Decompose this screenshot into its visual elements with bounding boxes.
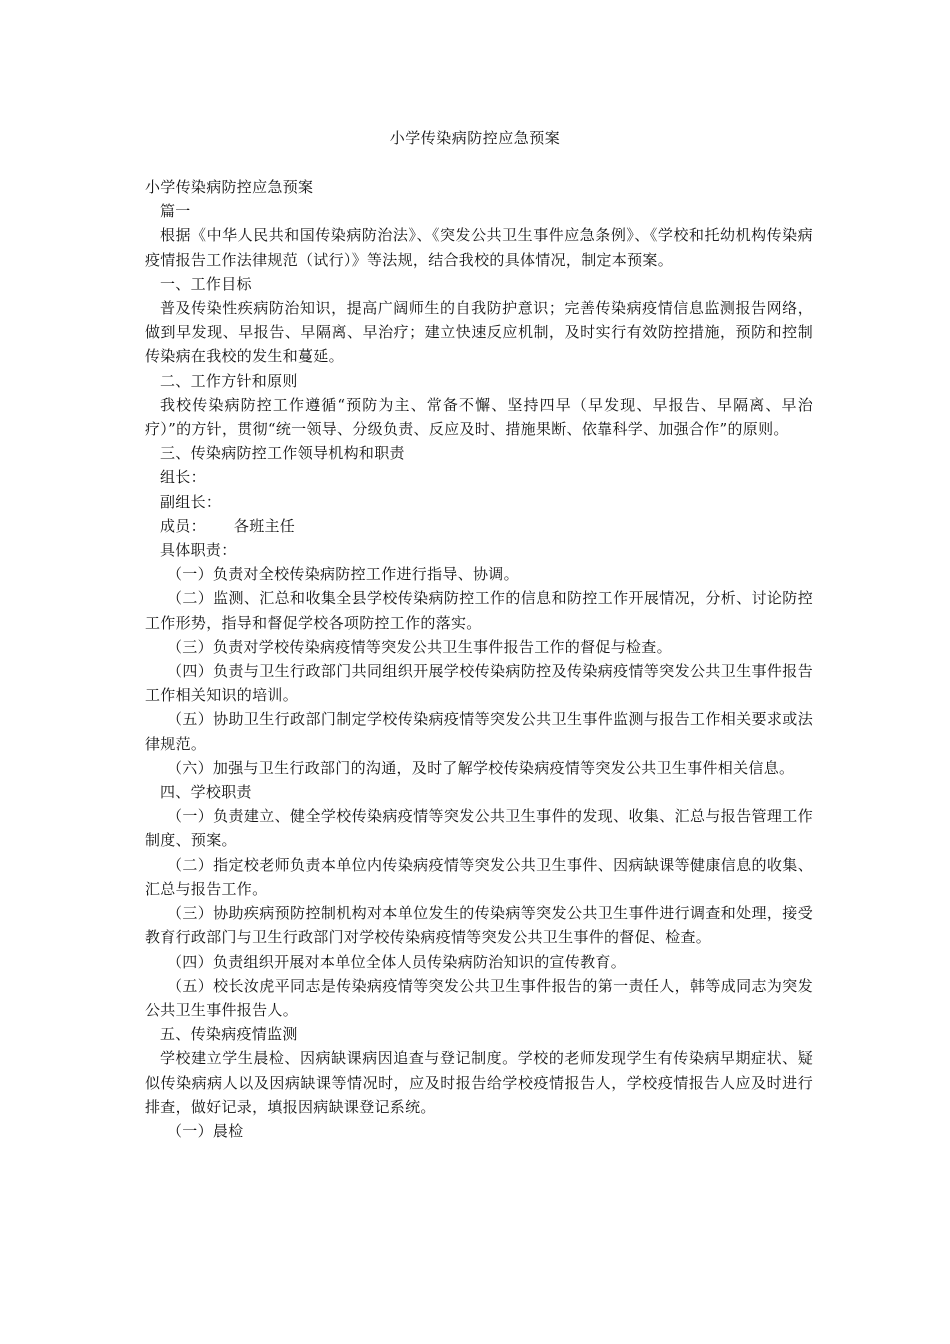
document-heading: 小学传染病防控应急预案 — [145, 178, 314, 196]
duty-item: （四）负责与卫生行政部门共同组织开展学校传染病防控及传染病疫情等突发公共卫生事件报告工作相关知识的培训。 — [145, 662, 813, 705]
intro-paragraph: 根据《中华人民共和国传染病防治法》、《突发公共卫生事件应急条例》、《学校和托幼机构传染病疫情报告工作法律规范（试行）》等法规，结合我校的具体情况，制定本预案。 — [145, 226, 813, 269]
members-label: 成员： — [160, 516, 206, 535]
section-5-body: 学校建立学生晨检、因病缺课病因追查与登记制度。学校的老师发现学生有传染病早期症状、疑似传染病病人以及因病缺课等情况时，应及时报告给学校疫情报告人，学校疫情报告人应及时进行排查，做好记录，填报因病缺课登记系统。 — [145, 1049, 813, 1116]
section-5-title: 五、传染病疫情监测 — [160, 1025, 298, 1044]
members-line — [145, 514, 813, 538]
duties-label: 具体职责： — [160, 541, 237, 560]
members-value: 各班主任 — [233, 516, 296, 535]
school-duty-item: （二）指定校老师负责本单位内传染病疫情等突发公共卫生事件、因病缺课等健康信息的收集、汇总与报告工作。 — [145, 855, 813, 898]
duty-item: （六）加强与卫生行政部门的沟通，及时了解学校传染病疫情等突发公共卫生事件相关信息。 — [167, 758, 795, 777]
section-3-title: 三、传染病防控工作领导机构和职责 — [160, 444, 405, 463]
page-title: 小学传染病防控应急预案 — [389, 129, 561, 147]
deputy-line: 副组长： — [160, 492, 222, 511]
section-2-title: 二、工作方针和原则 — [160, 371, 298, 390]
document-body — [145, 175, 813, 1143]
school-duty-item: （五）校长汝虎平同志是传染病疫情等突发公共卫生事件报告的第一责任人，韩等成同志为突发公共卫生事件报告人。 — [145, 976, 813, 1019]
duty-item: （二）监测、汇总和收集全县学校传染病防控工作的信息和防控工作开展情况，分析、讨论防控工作形势，指导和督促学校各项防控工作的落实。 — [145, 589, 813, 632]
duty-item: （五）协助卫生行政部门制定学校传染病疫情等突发公共卫生事件监测与报告工作相关要求或法律规范。 — [145, 710, 813, 753]
school-duty-item: （一）负责建立、健全学校传染病疫情等突发公共卫生事件的发现、收集、汇总与报告管理工作制度、预案。 — [145, 807, 813, 850]
section-4-title: 四、学校职责 — [160, 783, 252, 802]
section-5-subheading: （一）晨检 — [167, 1121, 244, 1140]
duty-item: （一）负责对全校传染病防控工作进行指导、协调。 — [167, 565, 519, 584]
leader-line: 组长： — [160, 468, 206, 487]
school-duty-item: （四）负责组织开展对本单位全体人员传染病防治知识的宣传教育。 — [167, 952, 627, 971]
section-2-body: 我校传染病防控工作遵循“预防为主、常备不懈、坚持四早（早发现、早报告、早隔离、早治疗）”的方针，贯彻“统一领导、分级负责、反应及时、措施果断、依靠科学、加强合作”的原则。 — [145, 395, 813, 439]
duty-item: （三）负责对学校传染病疫情等突发公共卫生事件报告工作的督促与检查。 — [167, 637, 672, 656]
school-duty-item: （三）协助疾病预防控制机构对本单位发生的传染病等突发公共卫生事件进行调查和处理，接受教育行政部门与卫生行政部门对学校传染病疫情等突发公共卫生事件的督促、检查。 — [145, 904, 813, 947]
part-label: 篇一 — [160, 202, 191, 221]
section-1-title: 一、工作目标 — [160, 274, 252, 293]
section-1-body: 普及传染性疾病防治知识，提高广阔师生的自我防护意识；完善传染病疫情信息监测报告网络，做到早发现、早报告、早隔离、早治疗；建立快速反应机制，及时实行有效防控措施，预防和控制传染病在我校的发生和蔓延。 — [145, 299, 813, 366]
